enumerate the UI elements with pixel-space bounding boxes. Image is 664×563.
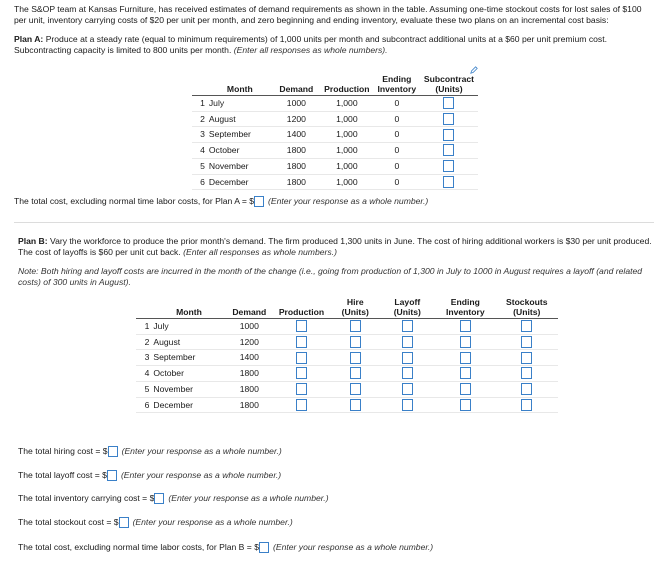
month-cell: December [151,397,226,413]
hire-input[interactable] [350,320,361,332]
stockouts-input[interactable] [521,336,532,348]
production-cell [272,381,331,397]
hire-input[interactable] [350,399,361,411]
ending-inventory-cell: 0 [374,96,420,112]
production-input[interactable] [296,367,307,379]
layoff-input[interactable] [402,320,413,332]
month-cell: July [151,319,226,335]
plan-a-table [192,75,478,190]
subcontract-cell [420,96,478,112]
production-cell: 1,000 [320,143,374,159]
plan-a-text: Produce at a steady rate (equal to minimum requirements) of 1,000 units per month and subcontract additional units at a $60 per unit premium cost. Subcontracting capacity is limited to 800 units per month. [14,34,607,55]
row-index: 2 [136,334,151,350]
row-index: 5 [136,381,151,397]
plan-a-description [14,34,654,56]
ending-inventory-input[interactable] [460,336,471,348]
layoff-input[interactable] [402,399,413,411]
production-input[interactable] [296,320,307,332]
demand-cell: 1800 [273,143,320,159]
demand-cell: 1200 [273,111,320,127]
subcontract-cell [420,174,478,190]
plan-b-text: Vary the workforce to produce the prior month's demand. The firm produced 1,300 units in June. The cost of hiring additional workers is $30 per unit produced. The cost of layoffs is $60 per unit cut back. [18,236,652,257]
subcontract-cell [420,127,478,143]
hiring-cost-hint: (Enter your response as a whole number.) [121,446,282,456]
layoff-cell [379,366,435,382]
header-production: Production [320,75,374,96]
plan-b-total-cost-input[interactable] [259,542,269,553]
demand-cell: 1400 [227,350,272,366]
row-index: 5 [192,158,207,174]
hire-cell [331,397,379,413]
layoff-cell [379,319,435,335]
row-index: 3 [136,350,151,366]
hire-input[interactable] [350,367,361,379]
plan-b-table [136,298,558,413]
header-subcontract: Subcontract (Units) [420,75,478,96]
demand-cell: 1400 [273,127,320,143]
stockout-cost-input[interactable] [119,517,129,528]
stockouts-input[interactable] [521,399,532,411]
layoff-cost-line [18,470,281,481]
subcontract-input[interactable] [443,129,454,141]
stockout-cost-hint: (Enter your response as a whole number.) [132,517,293,527]
stockouts-cell [496,381,559,397]
layoff-cell [379,350,435,366]
hire-cell [331,334,379,350]
ending-inventory-input[interactable] [460,352,471,364]
production-cell [272,397,331,413]
demand-cell: 1800 [227,397,272,413]
layoff-input[interactable] [402,336,413,348]
month-cell: October [151,366,226,382]
table-row [192,174,478,190]
ending-inventory-cell [435,334,495,350]
table-row [192,111,478,127]
month-cell: September [151,350,226,366]
stockouts-input[interactable] [521,320,532,332]
stockouts-cell [496,334,559,350]
table-row [136,334,558,350]
stockouts-input[interactable] [521,383,532,395]
inventory-carrying-cost-input[interactable] [154,493,164,504]
production-input[interactable] [296,399,307,411]
layoff-cell [379,334,435,350]
production-cell: 1,000 [320,96,374,112]
ending-inventory-cell: 0 [374,174,420,190]
layoff-input[interactable] [402,367,413,379]
row-index: 1 [192,96,207,112]
month-cell: October [207,143,273,159]
hire-input[interactable] [350,336,361,348]
stockout-cost-label: The total stockout cost = $ [18,517,119,527]
month-cell: August [151,334,226,350]
production-input[interactable] [296,383,307,395]
plan-b-hint: (Enter all responses as whole numbers.) [183,247,337,257]
subcontract-cell [420,158,478,174]
plan-a-label: Plan A: [14,34,44,44]
ending-inventory-cell [435,319,495,335]
inventory-carrying-cost-hint: (Enter your response as a whole number.) [168,493,329,503]
hiring-cost-input[interactable] [108,446,118,457]
layoff-cost-input[interactable] [107,470,117,481]
demand-cell: 1800 [227,381,272,397]
plan-b-label: Plan B: [18,236,48,246]
month-cell: September [207,127,273,143]
demand-cell: 1800 [273,174,320,190]
hiring-cost-line [18,446,282,457]
ending-inventory-cell [435,350,495,366]
table-row [192,127,478,143]
ending-inventory-cell: 0 [374,158,420,174]
stockouts-cell [496,366,559,382]
header-ending-inventory: Ending Inventory [435,298,495,319]
plan-a-total-hint: (Enter your response as a whole number.) [268,196,429,206]
plan-a-hint: (Enter all responses as whole numbers). [233,45,388,55]
ending-inventory-cell [435,366,495,382]
table-row [136,366,558,382]
pencil-icon [470,66,478,74]
layoff-cost-hint: (Enter your response as a whole number.) [120,470,282,480]
plan-b-description [18,236,654,258]
month-cell: July [207,96,273,112]
inventory-carrying-cost-label: The total inventory carrying cost = $ [18,493,155,503]
demand-cell: 1000 [227,319,272,335]
subcontract-input[interactable] [443,113,454,125]
header-month: Month [207,75,273,96]
row-index: 4 [192,143,207,159]
header-hire: Hire (Units) [331,298,379,319]
stockouts-cell [496,397,559,413]
intro-text: The S&OP team at Kansas Furniture, has received estimates of demand requirements as shown in the table. Assuming one-time stockout costs for lost sales of $100 per unit, inventory carrying costs of $20 per unit per month, and zero beginning and ending inventory, evaluate these two plans on an incremental cost basis: [14,4,642,25]
hire-cell [331,350,379,366]
month-cell: November [207,158,273,174]
demand-cell: 1200 [227,334,272,350]
month-cell: November [151,381,226,397]
production-cell: 1,000 [320,127,374,143]
plan-b-total-cost-label: The total cost, excluding normal time labor costs, for Plan B = $ [18,542,259,552]
header-demand: Demand [227,298,272,319]
ending-inventory-cell [435,397,495,413]
table-row [192,158,478,174]
hire-input[interactable] [350,383,361,395]
hire-cell [331,366,379,382]
production-input[interactable] [296,352,307,364]
hire-cell [331,381,379,397]
production-cell [272,350,331,366]
ending-inventory-input[interactable] [460,320,471,332]
table-row [192,143,478,159]
row-index: 1 [136,319,151,335]
ending-inventory-cell: 0 [374,143,420,159]
row-index: 6 [192,174,207,190]
production-cell [272,334,331,350]
hiring-cost-label: The total hiring cost = $ [18,446,108,456]
row-index: 4 [136,366,151,382]
subcontract-input[interactable] [443,97,454,109]
plan-a-total-label: The total cost, excluding normal time labor costs, for Plan A = $ [14,196,255,206]
header-month: Month [151,298,226,319]
header-layoff: Layoff (Units) [379,298,435,319]
ending-inventory-cell: 0 [374,127,420,143]
layoff-cost-label: The total layoff cost = $ [18,470,107,480]
production-cell: 1,000 [320,174,374,190]
ending-inventory-input[interactable] [460,399,471,411]
subcontract-input[interactable] [443,144,454,156]
table-row [192,96,478,112]
ending-inventory-input[interactable] [460,367,471,379]
layoff-cell [379,397,435,413]
layoff-input[interactable] [402,352,413,364]
hire-cell [331,319,379,335]
header-stockouts: Stockouts (Units) [496,298,559,319]
ending-inventory-input[interactable] [460,383,471,395]
production-cell [272,319,331,335]
stockouts-input[interactable] [521,352,532,364]
month-cell: August [207,111,273,127]
table-row [136,397,558,413]
stockouts-input[interactable] [521,367,532,379]
month-cell: December [207,174,273,190]
layoff-cell [379,381,435,397]
plan-b-note: Note: Both hiring and layoff costs are incurred in the month of the change (i.e., going from production of 1,300 in July to 1000 in August requires a layoff (and related costs) of 300 units in August). [18,266,643,287]
ending-inventory-cell [435,381,495,397]
demand-cell: 1800 [227,366,272,382]
row-index: 6 [136,397,151,413]
production-cell [272,366,331,382]
table-row [136,350,558,366]
production-input[interactable] [296,336,307,348]
stockout-cost-line [18,517,293,528]
plan-b-total-cost-hint: (Enter your response as a whole number.) [272,542,434,552]
header-production: Production [272,298,331,319]
plan-a-total-line [14,195,428,207]
plan-a-total-input[interactable] [254,196,264,207]
hire-input[interactable] [350,352,361,364]
subcontract-cell [420,111,478,127]
inventory-carrying-cost-line [18,493,329,504]
subcontract-input[interactable] [443,176,454,188]
subcontract-cell [420,143,478,159]
stockouts-cell [496,350,559,366]
subcontract-input[interactable] [443,160,454,172]
table-row [136,319,558,335]
plan-b-total-cost-line [18,542,433,553]
demand-cell: 1800 [273,158,320,174]
section-divider [14,222,654,223]
table-row [136,381,558,397]
production-cell: 1,000 [320,158,374,174]
layoff-input[interactable] [402,383,413,395]
row-index: 3 [192,127,207,143]
demand-cell: 1000 [273,96,320,112]
header-ending-inventory: Ending Inventory [374,75,420,96]
production-cell: 1,000 [320,111,374,127]
row-index: 2 [192,111,207,127]
stockouts-cell [496,319,559,335]
ending-inventory-cell: 0 [374,111,420,127]
header-demand: Demand [273,75,320,96]
